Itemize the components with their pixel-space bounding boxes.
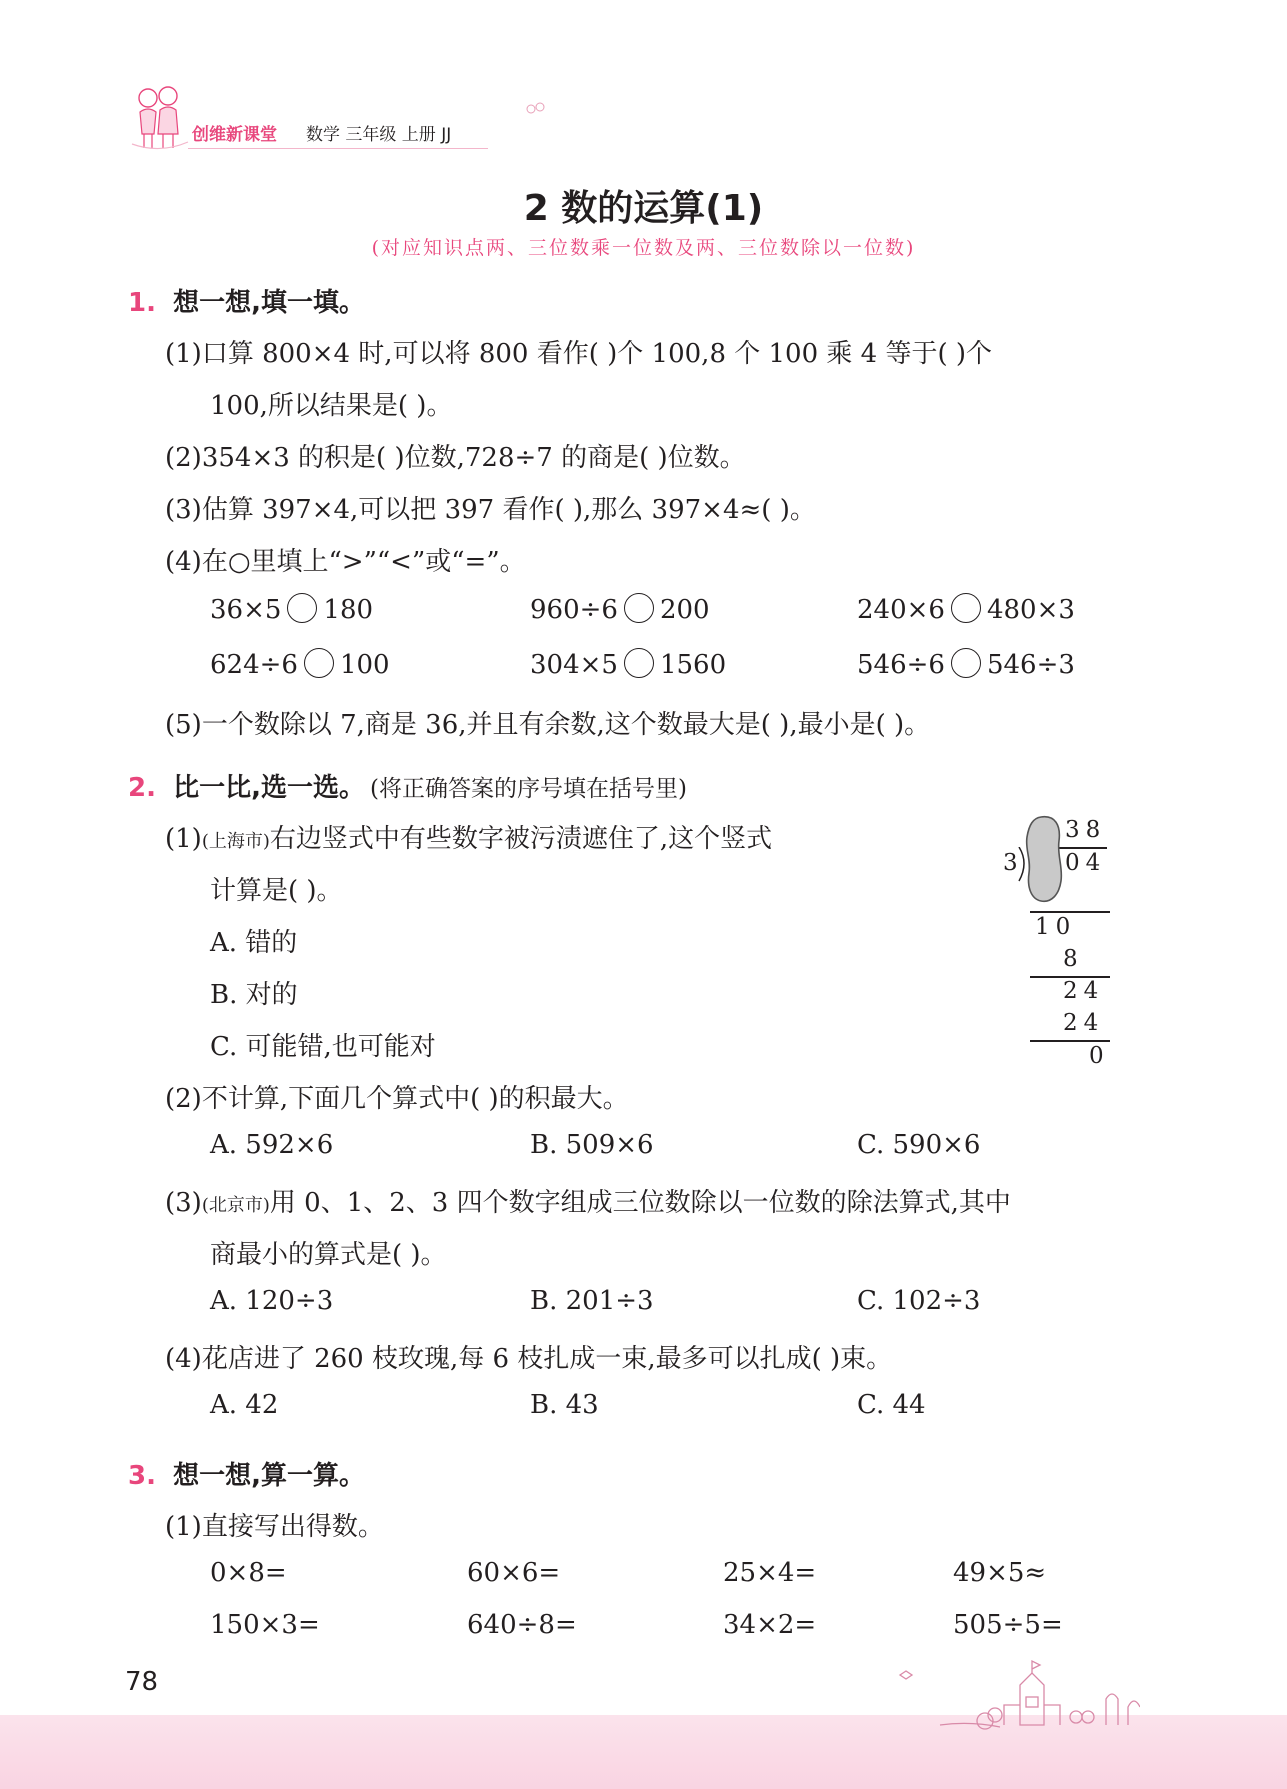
expression-item: 0×8= bbox=[210, 1558, 287, 1588]
expression-item: 640÷8= bbox=[467, 1610, 577, 1640]
option-b[interactable]: B. 509×6 bbox=[530, 1130, 654, 1160]
question-title: 想一想,填一填。 bbox=[173, 288, 365, 318]
compare-item: 546÷6 546÷3 bbox=[857, 650, 1075, 680]
option-a[interactable]: A. 错的 bbox=[210, 928, 298, 958]
header-rule bbox=[188, 148, 488, 149]
division-divisor: 3 bbox=[1003, 850, 1024, 876]
answer-circle[interactable] bbox=[951, 593, 981, 623]
compare-item: 304×5 1560 bbox=[530, 650, 727, 680]
page-header bbox=[130, 82, 530, 152]
ink-stain-icon bbox=[1023, 815, 1065, 905]
division-rule bbox=[1030, 1040, 1110, 1042]
answer-circle[interactable] bbox=[624, 593, 654, 623]
division-step: 8 bbox=[1063, 946, 1084, 972]
answer-circle[interactable] bbox=[624, 648, 654, 678]
castle-illustration-icon bbox=[880, 1655, 1140, 1735]
q2-part1-line2: 计算是( )。 bbox=[210, 876, 343, 906]
option-a[interactable]: A. 592×6 bbox=[210, 1130, 334, 1160]
q2-part2: (2)不计算,下面几个算式中( )的积最大。 bbox=[165, 1084, 629, 1114]
kids-logo-icon bbox=[130, 82, 190, 154]
page-title: 2 数的运算(1) bbox=[523, 188, 764, 229]
option-b[interactable]: B. 43 bbox=[530, 1390, 599, 1420]
book-info: 数学 三年级 上册 JJ bbox=[306, 125, 452, 145]
division-dividend: 04 bbox=[1065, 850, 1107, 876]
option-c[interactable]: C. 590×6 bbox=[857, 1130, 981, 1160]
option-c[interactable]: C. 可能错,也可能对 bbox=[210, 1032, 436, 1062]
q1-part2: (2)354×3 的积是( )位数,728÷7 的商是( )位数。 bbox=[165, 443, 746, 473]
brand-name: 创维新课堂 bbox=[192, 125, 277, 145]
expression-item: 25×4= bbox=[723, 1558, 817, 1588]
q2-part3-line1: (3)(北京市)用 0、1、2、3 四个数字组成三位数除以一位数的除法算式,其中 bbox=[165, 1188, 1011, 1218]
option-a[interactable]: A. 42 bbox=[210, 1390, 279, 1420]
expression-item: 49×5≈ bbox=[953, 1558, 1047, 1588]
division-quotient: 38 bbox=[1065, 817, 1107, 843]
answer-circle[interactable] bbox=[304, 648, 334, 678]
q2-part1-line1: (1)(上海市)右边竖式中有些数字被污渍遮住了,这个竖式 bbox=[165, 824, 773, 854]
expression-item: 34×2= bbox=[723, 1610, 817, 1640]
region-tag: (上海市) bbox=[201, 831, 270, 852]
q1-part1-line2: 100,所以结果是( )。 bbox=[210, 391, 453, 421]
answer-circle[interactable] bbox=[287, 593, 317, 623]
option-c[interactable]: C. 102÷3 bbox=[857, 1286, 981, 1316]
long-division bbox=[995, 815, 1125, 1075]
question-3-heading bbox=[128, 1455, 365, 1492]
question-2-heading bbox=[128, 767, 687, 804]
option-a[interactable]: A. 120÷3 bbox=[210, 1286, 334, 1316]
q1-part3: (3)估算 397×4,可以把 397 看作( ),那么 397×4≈( )。 bbox=[165, 495, 816, 525]
q3-part1: (1)直接写出得数。 bbox=[165, 1512, 384, 1542]
flower-icon bbox=[525, 100, 547, 118]
compare-item: 624÷6 100 bbox=[210, 650, 390, 680]
division-remainder: 0 bbox=[1089, 1043, 1110, 1069]
expression-item: 505÷5= bbox=[953, 1610, 1063, 1640]
q2-part4: (4)花店进了 260 枝玫瑰,每 6 枝扎成一束,最多可以扎成( )束。 bbox=[165, 1344, 893, 1374]
question-note: (将正确答案的序号填在括号里) bbox=[370, 776, 687, 802]
q1-part4: (4)在○里填上“>”“<”或“=”。 bbox=[165, 547, 526, 577]
region-tag: (北京市) bbox=[201, 1195, 270, 1216]
q1-part5: (5)一个数除以 7,商是 36,并且有余数,这个数最大是( ),最小是( )。 bbox=[165, 710, 931, 740]
question-1-heading bbox=[128, 282, 365, 319]
division-step: 10 bbox=[1035, 914, 1077, 940]
q2-part3-line2: 商最小的算式是( )。 bbox=[210, 1240, 447, 1270]
option-b[interactable]: B. 201÷3 bbox=[530, 1286, 654, 1316]
q1-part1-line1: (1)口算 800×4 时,可以将 800 看作( )个 100,8 个 100 乘 4 等于( )个 bbox=[165, 339, 993, 369]
answer-circle[interactable] bbox=[951, 648, 981, 678]
expression-item: 150×3= bbox=[210, 1610, 320, 1640]
division-rule bbox=[1030, 911, 1110, 913]
question-number: 3. bbox=[128, 1461, 156, 1491]
compare-item: 36×5 180 bbox=[210, 595, 374, 625]
expression-item: 60×6= bbox=[467, 1558, 561, 1588]
compare-item: 960÷6 200 bbox=[530, 595, 710, 625]
page-subtitle: (对应知识点两、三位数乘一位数及两、三位数除以一位数) bbox=[371, 237, 916, 259]
option-b[interactable]: B. 对的 bbox=[210, 980, 298, 1010]
division-step: 24 bbox=[1063, 978, 1105, 1004]
question-number: 1. bbox=[128, 288, 156, 318]
question-title: 比一比,选一选。 bbox=[173, 773, 365, 803]
question-title: 想一想,算一算。 bbox=[173, 1461, 365, 1491]
division-step: 24 bbox=[1063, 1010, 1105, 1036]
compare-item: 240×6 480×3 bbox=[857, 595, 1075, 625]
option-c[interactable]: C. 44 bbox=[857, 1390, 926, 1420]
question-number: 2. bbox=[128, 773, 156, 803]
page-number: 78 bbox=[125, 1667, 159, 1697]
